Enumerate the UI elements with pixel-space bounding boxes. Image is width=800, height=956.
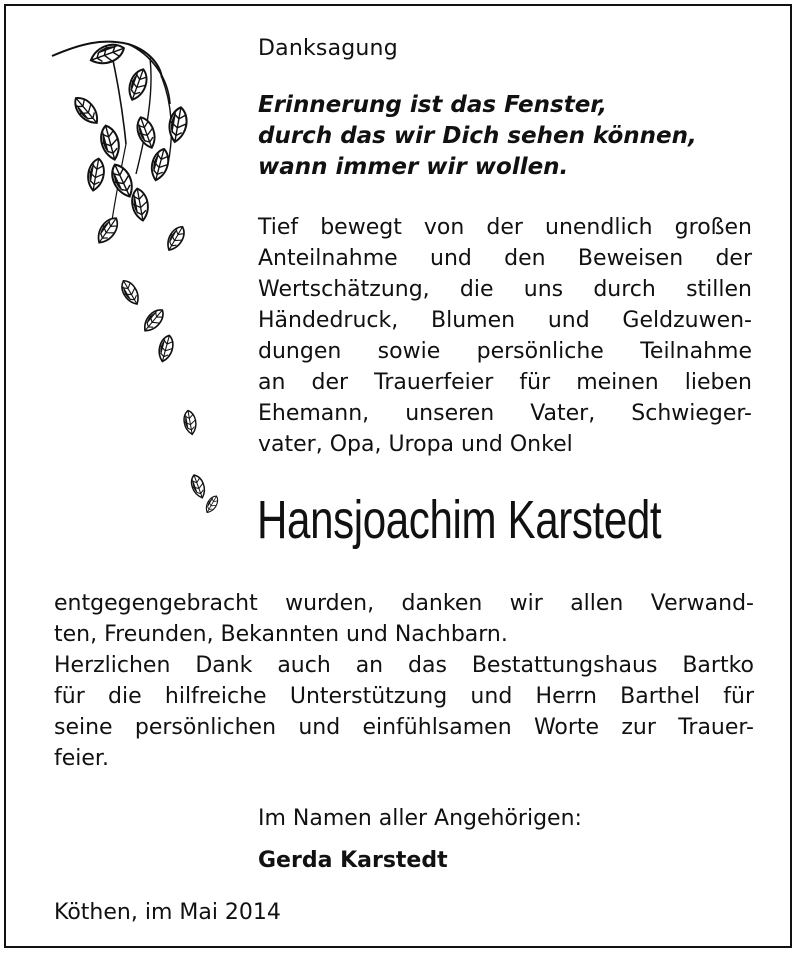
intro-line: Händedruck, Blumen und Geldzuwen- xyxy=(258,308,752,333)
body-line: entgegengebracht wurden, danken wir allen Verwand- xyxy=(54,591,754,616)
intro-line: Tief bewegt von der unendlich großen xyxy=(258,215,752,240)
quote xyxy=(258,90,697,183)
quote-line: Erinnerung ist das Fenster, xyxy=(258,92,607,118)
quote-line: durch das wir Dich sehen können, xyxy=(258,123,697,149)
closing-text: Im Namen aller Angehörigen: xyxy=(258,806,582,831)
obituary-notice xyxy=(4,4,792,948)
heading: Danksagung xyxy=(258,36,398,61)
quote-line: wann immer wir wollen. xyxy=(258,154,569,180)
intro-line: Ehemann, unseren Vater, Schwieger- xyxy=(258,401,752,426)
body-line: seine persönlichen und einfühlsamen Worte zur Trauer- xyxy=(54,715,754,740)
intro-line: vater, Opa, Uropa und Onkel xyxy=(258,432,573,457)
intro-line: dungen sowie persönliche Teilnahme xyxy=(258,339,752,364)
falling-leaves-branch-icon xyxy=(50,34,240,534)
signature: Gerda Karstedt xyxy=(258,848,448,873)
deceased-name: Hansjoachim Karstedt xyxy=(257,490,662,550)
body-text xyxy=(54,588,754,774)
body-line: Herzlichen Dank auch an das Bestattungshaus Bartko xyxy=(54,653,754,678)
intro-text xyxy=(258,212,752,460)
intro-line: an der Trauerfeier für meinen lieben xyxy=(258,370,752,395)
intro-line: Anteilnahme und den Beweisen der xyxy=(258,246,752,271)
body-line: für die hilfreiche Unterstützung und Herrn Barthel für xyxy=(54,684,754,709)
place-date: Köthen, im Mai 2014 xyxy=(54,900,281,925)
body-line: feier. xyxy=(54,746,109,771)
body-line: ten, Freunden, Bekannten und Nachbarn. xyxy=(54,622,508,647)
intro-line: Wertschätzung, die uns durch stillen xyxy=(258,277,752,302)
